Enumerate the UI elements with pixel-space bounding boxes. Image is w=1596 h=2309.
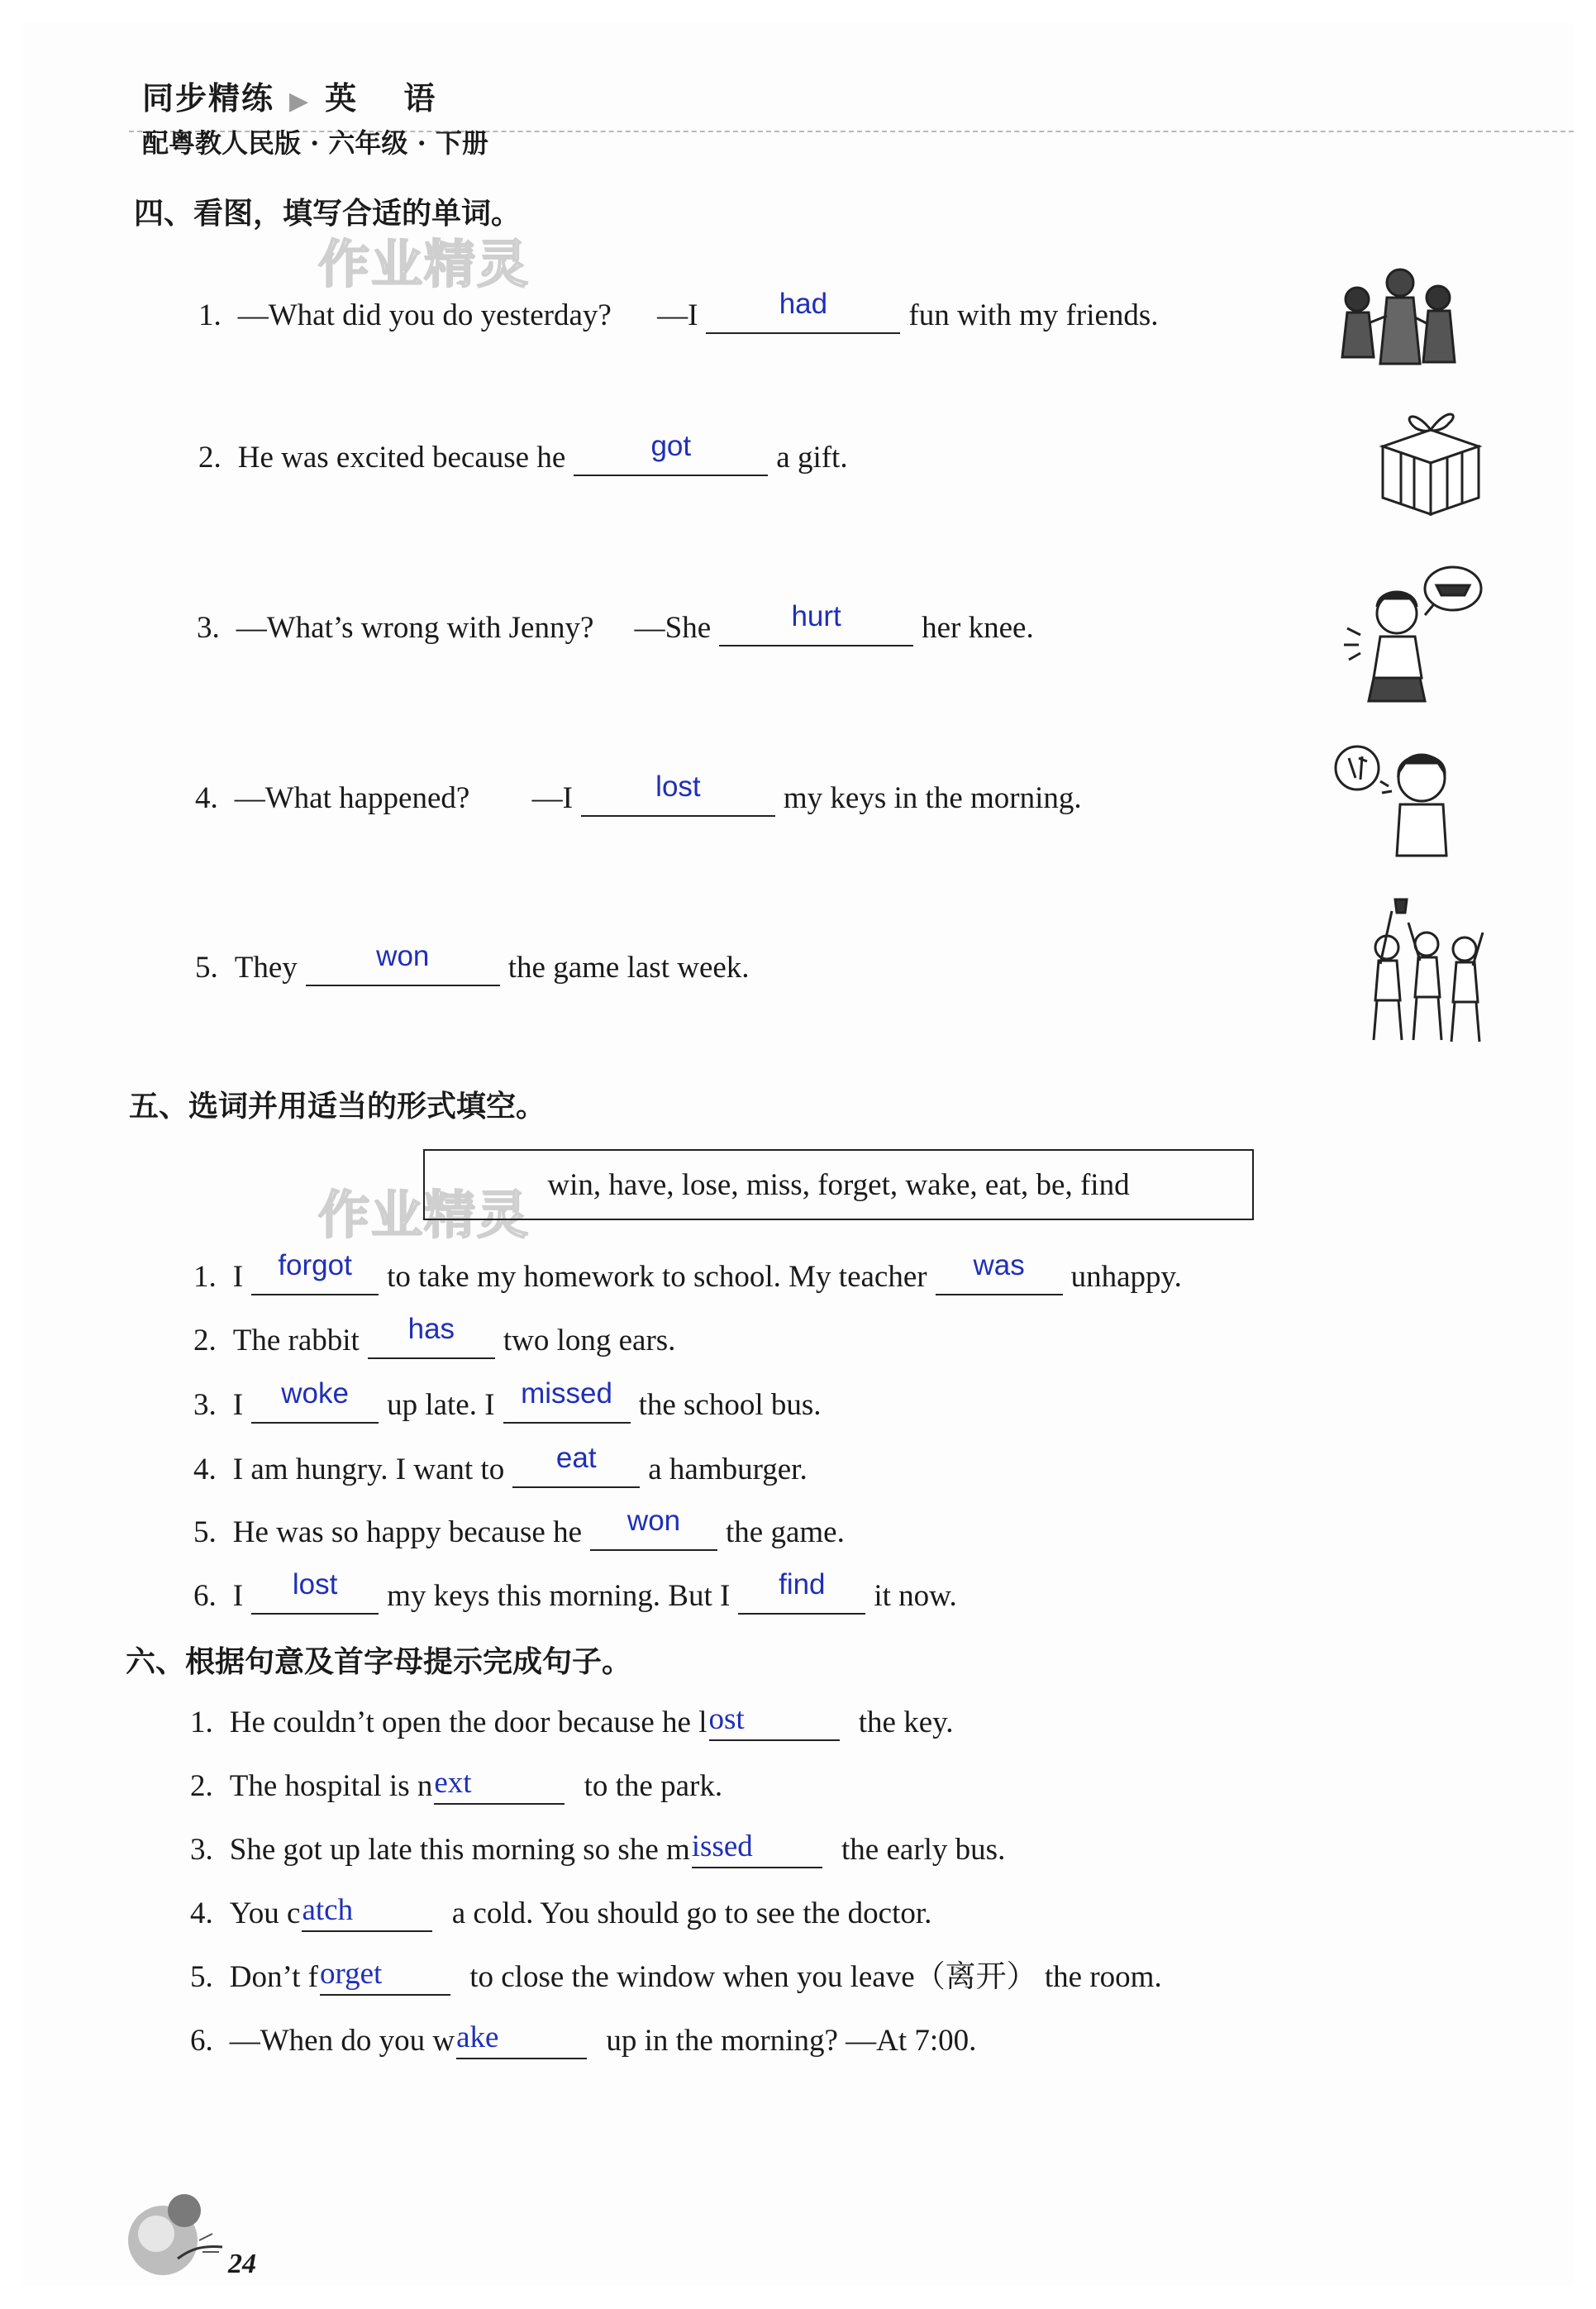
answer-text: has [407, 1313, 455, 1345]
section-6-title: 六、根据句意及首字母提示完成句子。 [126, 1645, 632, 1679]
question-number: 1. [190, 1706, 213, 1739]
question-text: They [234, 951, 298, 985]
answer-text: eat [555, 1442, 597, 1474]
question-number: 1. [193, 1260, 217, 1294]
question-number: 2. [198, 441, 222, 475]
question-number: 2. [190, 1769, 213, 1803]
answer-blank[interactable] [738, 1568, 865, 1615]
answer-text: find [779, 1568, 826, 1601]
question-text: to take my homework to school. My teacher [387, 1260, 927, 1294]
answer-text: won [376, 940, 430, 972]
answer-text: missed [521, 1377, 612, 1410]
question-text: fun with my friends. [908, 298, 1159, 332]
question-text: the game. [726, 1515, 845, 1549]
s6-question-6 [190, 2021, 976, 2059]
question-number: 5. [190, 1960, 213, 1994]
question-text: —She [634, 611, 712, 645]
answer-blank[interactable] [709, 1703, 840, 1741]
s5-question-3 [193, 1377, 822, 1424]
question-text: The hospital is [229, 1769, 410, 1803]
answer-text: ost [708, 1702, 745, 1736]
subject-label: 英 语 [325, 80, 454, 117]
question-text: He was so happy because he [232, 1515, 583, 1549]
hint-letter: m [666, 1833, 690, 1867]
question-number: 4. [190, 1896, 213, 1930]
question-text: to the park. [584, 1769, 723, 1803]
question-text: —What happened? [234, 781, 470, 815]
answer-text: issed [691, 1830, 753, 1863]
answer-blank[interactable] [936, 1249, 1063, 1295]
answer-text: forgot [278, 1249, 352, 1281]
section-5-title: 五、选词并用适当的形式填空。 [129, 1090, 546, 1123]
answer-text: lost [292, 1568, 338, 1601]
hint-letter: n [417, 1769, 433, 1803]
question-text: two long ears. [503, 1324, 676, 1357]
question-text: Don’t [229, 1960, 301, 1994]
answer-blank[interactable] [302, 1894, 432, 1932]
answer-blank[interactable] [512, 1442, 640, 1488]
question-text: —When do you [229, 2024, 426, 2058]
s6-question-3 [190, 1830, 1005, 1868]
question-number: 3. [190, 1833, 213, 1867]
answer-blank[interactable] [503, 1377, 631, 1424]
hint-letter: l [698, 1706, 707, 1739]
s4-question-1 [198, 288, 1159, 334]
watermark: 作业精灵 [318, 234, 531, 294]
question-number: 4. [193, 1453, 217, 1486]
question-number: 5. [193, 1515, 217, 1549]
question-number: 1. [198, 298, 222, 332]
question-text: it now. [874, 1579, 957, 1613]
question-text: I am hungry. I want to [232, 1453, 505, 1486]
question-text: I [232, 1388, 244, 1422]
question-text: her knee. [922, 611, 1034, 645]
answer-blank[interactable] [368, 1313, 495, 1359]
answer-text: ake [456, 2020, 499, 2054]
question-text: The rabbit [232, 1324, 360, 1357]
s5-question-2 [193, 1313, 676, 1359]
question-text: You [229, 1896, 279, 1930]
team-celebrating-icon [1362, 894, 1490, 1052]
gift-box-icon [1376, 405, 1485, 517]
question-number: 2. [193, 1324, 217, 1357]
question-number: 4. [195, 781, 218, 815]
page-number: 24 [228, 2249, 256, 2279]
answer-text: atch [302, 1893, 354, 1927]
word-bank-box [423, 1149, 1254, 1220]
s4-question-4 [195, 770, 1082, 817]
word-bank-text: win, have, lose, miss, forget, wake, eat, be, find [547, 1167, 1130, 1202]
question-text: unhappy. [1070, 1260, 1182, 1294]
question-text: I [232, 1579, 244, 1613]
answer-text: hurt [791, 600, 841, 632]
hint-letter: w [432, 2024, 455, 2058]
answer-blank[interactable] [434, 1767, 565, 1805]
s6-question-1 [190, 1703, 954, 1741]
answer-blank[interactable] [590, 1505, 717, 1551]
question-text: —What did you do yesterday? [237, 298, 612, 332]
s6-question-4 [190, 1894, 931, 1932]
answer-text: ext [434, 1766, 472, 1800]
s5-question-4 [193, 1442, 808, 1488]
question-text: He couldn’t open the door because he [229, 1706, 691, 1739]
question-text: my keys in the morning. [783, 781, 1082, 815]
hint-letter: f [307, 1960, 318, 1994]
question-text: up in the morning? —At 7:00. [606, 2024, 977, 2058]
answer-text: won [626, 1505, 681, 1537]
question-number: 6. [193, 1579, 217, 1613]
question-text: —What’s wrong with Jenny? [236, 611, 594, 645]
boy-lost-keys-icon [1331, 740, 1471, 860]
brand-title: 同步精练 [142, 80, 275, 117]
friends-playing-icon [1332, 265, 1465, 376]
answer-blank[interactable] [706, 288, 900, 334]
answer-blank[interactable] [574, 430, 768, 476]
answer-text: woke [281, 1377, 349, 1410]
corner-decoration-icon [120, 2183, 227, 2282]
watermark: 作业精灵 [318, 1185, 531, 1245]
question-text: the key. [858, 1706, 954, 1739]
question-text: my keys this morning. But I [387, 1579, 731, 1613]
s5-question-6 [193, 1568, 957, 1615]
question-text: I [232, 1260, 244, 1294]
s4-question-3 [197, 600, 1034, 646]
question-number: 5. [195, 951, 218, 985]
question-text: the school bus. [638, 1388, 822, 1422]
play-arrow-icon: ▶ [289, 87, 311, 116]
question-text: to close the window when you leave（离开） the room. [469, 1960, 1162, 1994]
question-number: 3. [193, 1388, 217, 1422]
answer-text: got [650, 430, 692, 462]
s6-question-5 [190, 1958, 1162, 1996]
question-text: —I [657, 298, 698, 332]
question-text: —I [531, 781, 573, 815]
question-number: 6. [190, 2024, 213, 2058]
question-text: up late. I [387, 1388, 495, 1422]
answer-text: orget [319, 1957, 383, 1991]
section-4-title: 四、看图，填写合适的单词。 [134, 197, 522, 231]
question-text: a hamburger. [648, 1453, 808, 1486]
answer-blank[interactable] [692, 1830, 822, 1868]
hint-letter: c [287, 1896, 301, 1930]
question-text: She got up late this morning so she [229, 1833, 659, 1867]
answer-blank[interactable] [581, 770, 775, 817]
s4-question-2 [198, 430, 848, 476]
question-text: a gift. [776, 441, 848, 475]
answer-text: had [779, 288, 828, 320]
question-text: a cold. You should go to see the doctor. [451, 1896, 932, 1930]
answer-blank[interactable] [251, 1568, 379, 1615]
answer-text: was [973, 1249, 1025, 1281]
girl-hurt-knee-icon [1332, 562, 1485, 707]
header-brand [142, 73, 453, 118]
question-number: 3. [197, 611, 220, 645]
question-text: the early bus. [841, 1833, 1006, 1867]
answer-blank[interactable] [251, 1377, 379, 1424]
s4-question-5 [195, 940, 750, 986]
s6-question-2 [190, 1767, 722, 1805]
answer-blank[interactable] [719, 600, 913, 646]
s5-question-1 [193, 1249, 1182, 1295]
answer-text: lost [655, 770, 701, 803]
question-text: the game last week. [507, 951, 750, 985]
answer-blank[interactable] [320, 1958, 450, 1996]
answer-blank[interactable] [251, 1249, 379, 1295]
answer-blank[interactable] [306, 940, 500, 986]
s5-question-5 [193, 1505, 845, 1551]
question-text: He was excited because he [237, 441, 566, 475]
answer-blank[interactable] [456, 2021, 587, 2059]
edition-label: 配粤教人民版 · 六年级 · 下册 [142, 127, 488, 159]
